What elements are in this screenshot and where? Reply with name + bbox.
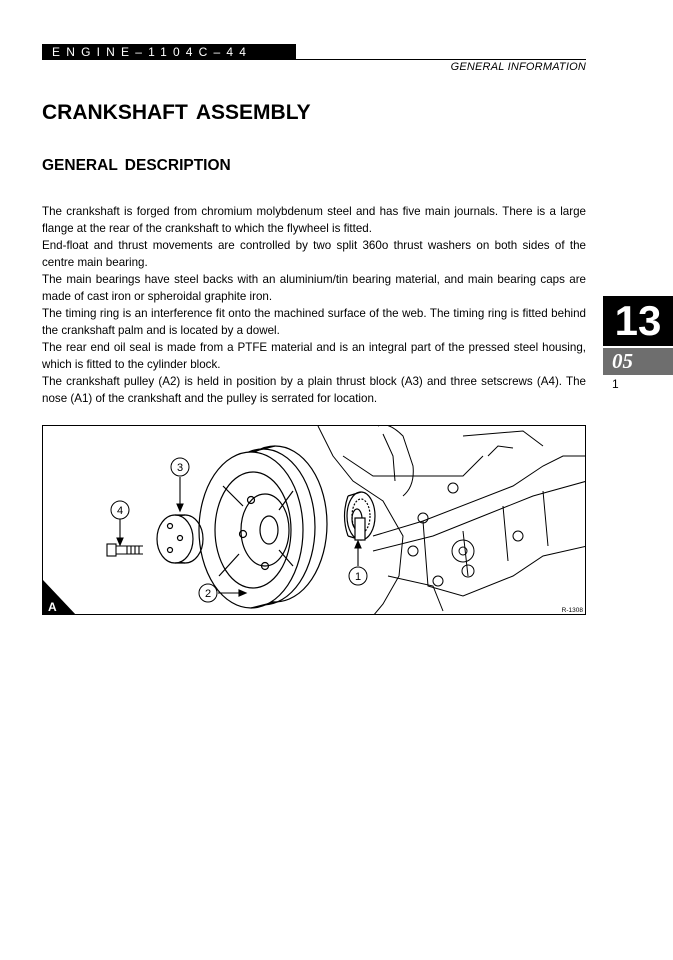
crankshaft-figure (42, 425, 586, 615)
section-label: GENERAL INFORMATION (450, 61, 586, 73)
callout-3: 3 (176, 462, 184, 474)
page-title: CRANKSHAFT ASSEMBLY (42, 101, 311, 124)
paragraph: The crankshaft is forged from chromium molybdenum steel and has five main journals. There is a large flange at the rear of the crankshaft to which the flywheel is fitted. (42, 205, 586, 235)
callout-4: 4 (116, 505, 124, 517)
figure-reference: R-1308 (561, 607, 583, 614)
paragraph: The timing ring is an interference fit onto the machined surface of the web. The timing ring is fitted behind the crankshaft palm and is located by a dowel. (42, 307, 586, 337)
body-text (42, 203, 586, 407)
paragraph: End-float and thrust movements are controlled by two split 360o thrust washers on both sides of the centre main bearing. (42, 239, 586, 269)
crankshaft-illustration (43, 426, 586, 615)
chapter-tab: 13 (603, 296, 673, 346)
header-rule (296, 59, 586, 60)
section-tab: 05 (603, 348, 673, 375)
setscrew (107, 544, 143, 556)
thrust-block (157, 515, 203, 563)
paragraph: The crankshaft pulley (A2) is held in position by a plain thrust block (A3) and three setscrews (A4). The nose (A1) of the crankshaft and the pulley is serrated for location. (42, 375, 586, 405)
callout-1: 1 (354, 571, 362, 583)
paragraph: The main bearings have steel backs with an aluminium/tin bearing material, and main bearing caps are made of cast iron or spheroidal graphite iron. (42, 273, 586, 303)
figure-label: A (48, 600, 57, 614)
section-subtitle: GENERAL DESCRIPTION (42, 157, 231, 174)
page-number: 1 (612, 377, 619, 391)
manual-title-bar: ENGINE–1104C–44 (42, 44, 296, 60)
paragraph: The rear end oil seal is made from a PTFE material and is an integral part of the pressed steel housing, which is fitted to the cylinder block. (42, 341, 586, 371)
callout-2: 2 (204, 588, 212, 600)
crankshaft-pulley (199, 446, 327, 608)
crankshaft-nose (345, 492, 376, 540)
